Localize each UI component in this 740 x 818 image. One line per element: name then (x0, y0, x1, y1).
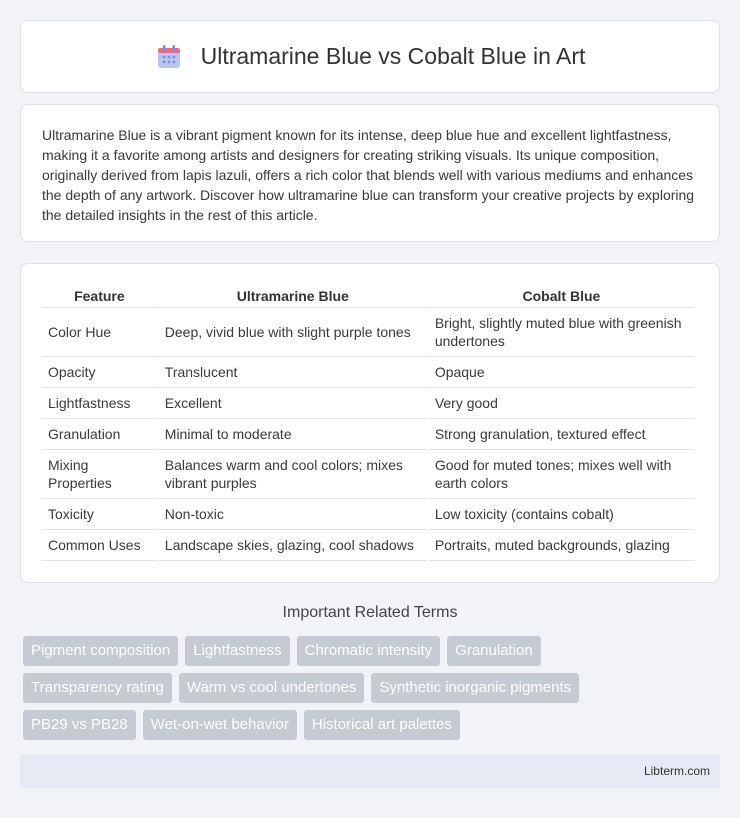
tag-transparency-rating[interactable]: Transparency rating (23, 673, 172, 703)
table-row (42, 530, 694, 561)
table-cell: Toxicity (42, 499, 157, 530)
page-title: Ultramarine Blue vs Cobalt Blue in Art (200, 43, 586, 69)
related-terms-heading: Important Related Terms (282, 604, 458, 621)
table-cell: Balances warm and cool colors; mixes vibrant purples (159, 450, 427, 499)
tag-granulation[interactable]: Granulation (447, 636, 541, 666)
header-feature: Feature (42, 286, 157, 308)
table-cell: Deep, vivid blue with slight purple tones (159, 308, 427, 357)
title-card (20, 20, 720, 93)
header-cobalt: Cobalt Blue (429, 286, 694, 308)
tag-pb29-vs-pb28[interactable]: PB29 vs PB28 (23, 710, 136, 740)
footer-brand-link[interactable]: Libterm.com (643, 764, 710, 778)
table-cell: Excellent (159, 388, 427, 419)
table-cell: Opaque (429, 357, 694, 388)
table-row (42, 388, 694, 419)
table-cell: Low toxicity (contains cobalt) (429, 499, 694, 530)
table-cell: Bright, slightly muted blue with greenish undertones (429, 308, 694, 357)
table-cell: Translucent (159, 357, 427, 388)
tag-historical-art-palettes[interactable]: Historical art palettes (304, 710, 460, 740)
table-cell: Very good (429, 388, 694, 419)
table-cell: Portraits, muted backgrounds, glazing (429, 530, 694, 561)
tag-warm-vs-cool-undertones[interactable]: Warm vs cool undertones (179, 673, 365, 703)
comparison-table-card (20, 263, 720, 583)
tag-chromatic-intensity[interactable]: Chromatic intensity (297, 636, 441, 666)
table-row (42, 499, 694, 530)
table-row (42, 419, 694, 450)
tag-wet-on-wet-behavior[interactable]: Wet-on-wet behavior (143, 710, 297, 740)
table-row (42, 357, 694, 388)
table-cell: Landscape skies, glazing, cool shadows (159, 530, 427, 561)
intro-paragraph: Ultramarine Blue is a vibrant pigment known for its intense, deep blue hue and excellent lightfastness, making it a favorite among artists and designers for creating striking visuals. Its unique composition, originally derived from lapis lazuli, offers a rich color that blends well with various mediums and enhances the depth of any artwork. Discover how ultramarine blue can transform your creative projects by exploring the detailed insights in the rest of this article. (42, 127, 695, 223)
header-ultramarine: Ultramarine Blue (159, 286, 427, 308)
comparison-table (40, 286, 696, 561)
table-header-row (42, 286, 694, 308)
tag-pigment-composition[interactable]: Pigment composition (23, 636, 178, 666)
table-cell: Opacity (42, 357, 157, 388)
related-terms-list (23, 636, 723, 747)
calendar-grid-icon (155, 43, 183, 71)
table-cell: Lightfastness (42, 388, 157, 419)
title-wrap (155, 43, 586, 71)
table-cell: Minimal to moderate (159, 419, 427, 450)
table-cell: Granulation (42, 419, 157, 450)
tag-row (23, 710, 723, 740)
table-cell: Non-toxic (159, 499, 427, 530)
table-row (42, 450, 694, 499)
table-cell: Mixing Properties (42, 450, 157, 499)
table-row (42, 308, 694, 357)
table-cell: Common Uses (42, 530, 157, 561)
tag-lightfastness[interactable]: Lightfastness (185, 636, 289, 666)
table-cell: Color Hue (42, 308, 157, 357)
tag-synthetic-inorganic-pigments[interactable]: Synthetic inorganic pigments (371, 673, 579, 703)
tag-row (23, 673, 723, 703)
footer (20, 754, 720, 788)
intro-card (20, 104, 720, 242)
table-cell: Strong granulation, textured effect (429, 419, 694, 450)
table-cell: Good for muted tones; mixes well with earth colors (429, 450, 694, 499)
tag-row (23, 636, 723, 666)
